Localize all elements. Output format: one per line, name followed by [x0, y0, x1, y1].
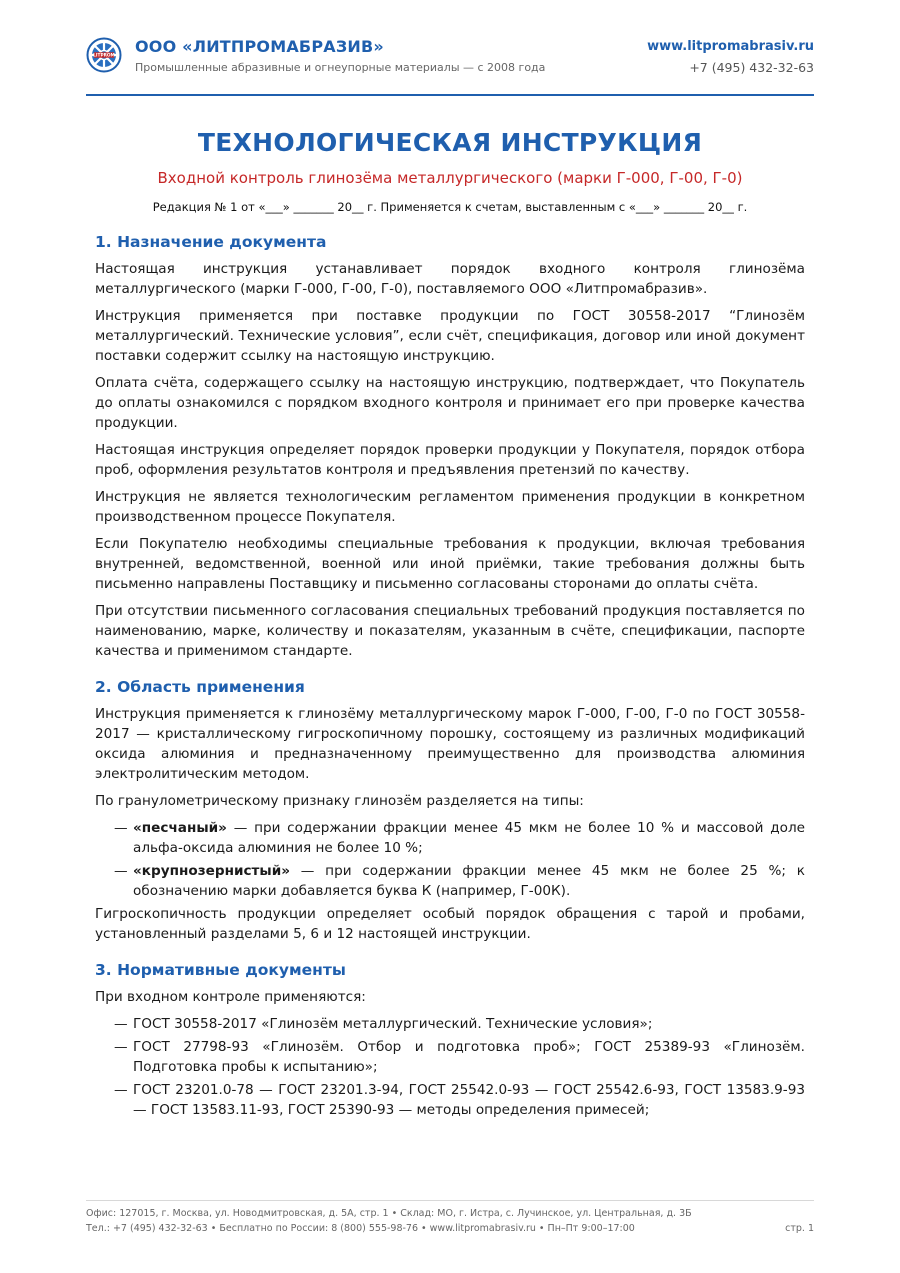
paragraph: Настоящая инструкция устанавливает порядок входного контроля глинозёма металлургического (марки Г-000, Г-00, Г-0), поставляемого ООО «Литпромабразив». [95, 261, 805, 297]
list-item [95, 1014, 805, 1034]
list-item [95, 861, 805, 901]
list-dash: — [114, 1016, 128, 1032]
section-title: 2. Область применения [95, 678, 305, 696]
paragraph: Если Покупателю необходимы специальные требования к продукции, включая требования внутренней, ведомственной, военной или иной приёмки, такие требования должны быть письменно направлены Поставщику и письменно согласованы сторонами до оплаты счёта. [95, 536, 805, 592]
list-dash: — [114, 863, 128, 879]
section-purpose [95, 233, 805, 661]
list-dash: — [114, 1082, 128, 1098]
paragraph: Настоящая инструкция определяет порядок проверки продукции у Покупателя, порядок отбора проб, оформления результатов контроля и предъявления претензий по качеству. [95, 442, 805, 478]
paragraph: По гранулометрическому признаку глинозём разделяется на типы: [95, 793, 584, 809]
type-name: «песчаный» [133, 820, 227, 836]
paragraph: Инструкция не является технологическим регламентом применения продукции в конкретном производственном процессе Покупателя. [95, 489, 805, 525]
type-description: — при содержании фракции менее 45 мкм не более 25 %; к обозначению марки добавляется буква К (например, Г-00К). [133, 863, 805, 899]
document-subtitle: Входной контроль глинозёма металлургического (марки Г-000, Г-00, Г-0) [157, 169, 743, 187]
paragraph: Гигроскопичность продукции определяет особый порядок обращения с тарой и пробами, установленный разделами 5, 6 и 12 настоящей инструкции. [95, 906, 805, 942]
company-tagline: Промышленные абразивные и огнеупорные материалы — с 2008 года [135, 61, 546, 74]
section-normative-docs [95, 961, 805, 1120]
logo-lettering: LITPROM [93, 53, 115, 59]
page-header [86, 34, 814, 96]
company-website[interactable]: www.litpromabrasiv.ru [647, 39, 814, 54]
paragraph: Оплата счёта, содержащего ссылку на настоящую инструкцию, подтверждает, что Покупатель до оплаты ознакомился с порядком входного контроля и принимает его при проверке качества продукции. [95, 375, 805, 431]
paragraph: Инструкция применяется при поставке продукции по ГОСТ 30558-2017 “Глинозём металлургический. Технические условия”, если счёт, спецификация, договор или иной документ поставки содержит ссылку на настоящую инструкцию. [95, 308, 805, 364]
list-item-text: ГОСТ 30558-2017 «Глинозём металлургический. Технические условия»; [133, 1016, 653, 1032]
document-revision: Редакция № 1 от «___» _______ 20__ г. Применяется к счетам, выставленным с «___» _______ 20__ г. [152, 200, 748, 214]
type-name: «крупнозернистый» [133, 863, 291, 879]
section-title: 3. Нормативные документы [95, 961, 346, 979]
list-item-text: ГОСТ 27798-93 «Глинозём. Отбор и подготовка проб»; ГОСТ 25389-93 «Глинозём. Подготовка пробы к испытанию»; [133, 1039, 805, 1075]
page-number: стр. 1 [785, 1223, 814, 1234]
type-description: — при содержании фракции менее 45 мкм не более 10 % и массовой доле альфа-оксида алюминия не более 10 %; [133, 820, 805, 856]
footer-address: Офис: 127015, г. Москва, ул. Новодмитровская, д. 5А, стр. 1 • Склад: МО, г. Истра, с. Лучинское, ул. Центральная, д. 3Б [86, 1208, 692, 1219]
footer-contacts: Тел.: +7 (495) 432-32-63 • Бесплатно по России: 8 (800) 555-98-76 • www.litpromabrasiv.ru • Пн–Пт 9:00–17:00 [86, 1223, 635, 1234]
list-dash: — [114, 1039, 128, 1055]
list-item [95, 818, 805, 858]
paragraph: Инструкция применяется к глинозёму металлургическому марок Г-000, Г-00, Г-0 по ГОСТ 30558-2017 — кристаллическому гигроскопичному порошку, состоящему из различных модификаций оксида алюминия и предназначенному преимущественно для производства алюминия электролитическим методом. [95, 706, 805, 782]
company-logo-icon [86, 37, 122, 73]
company-phone: +7 (495) 432-32-63 [689, 60, 814, 75]
list-item [95, 1080, 805, 1120]
section-scope [95, 678, 805, 944]
list-item [95, 1037, 805, 1077]
paragraph: При входном контроле применяются: [95, 989, 366, 1005]
paragraph: При отсутствии письменного согласования специальных требований продукция поставляется по наименованию, марке, количеству и показателям, указанным в счёте, спецификации, паспорте качества и применимом стандарте. [95, 603, 805, 659]
list-dash: — [114, 820, 128, 836]
page-footer [86, 1200, 814, 1236]
section-title: 1. Назначение документа [95, 233, 327, 251]
document-body [95, 233, 805, 1137]
list-item-text: ГОСТ 23201.0-78 — ГОСТ 23201.3-94, ГОСТ 25542.0-93 — ГОСТ 25542.6-93, ГОСТ 13583.9-93 — ГОСТ 13583.11-93, ГОСТ 25390-93 — методы определения примесей; [133, 1082, 805, 1118]
company-name: ООО «ЛИТПРОМАБРАЗИВ» [135, 37, 384, 56]
alumina-types-list [95, 818, 805, 901]
normative-docs-list [95, 1014, 805, 1120]
document-title: ТЕХНОЛОГИЧЕСКАЯ ИНСТРУКЦИЯ [197, 128, 703, 157]
